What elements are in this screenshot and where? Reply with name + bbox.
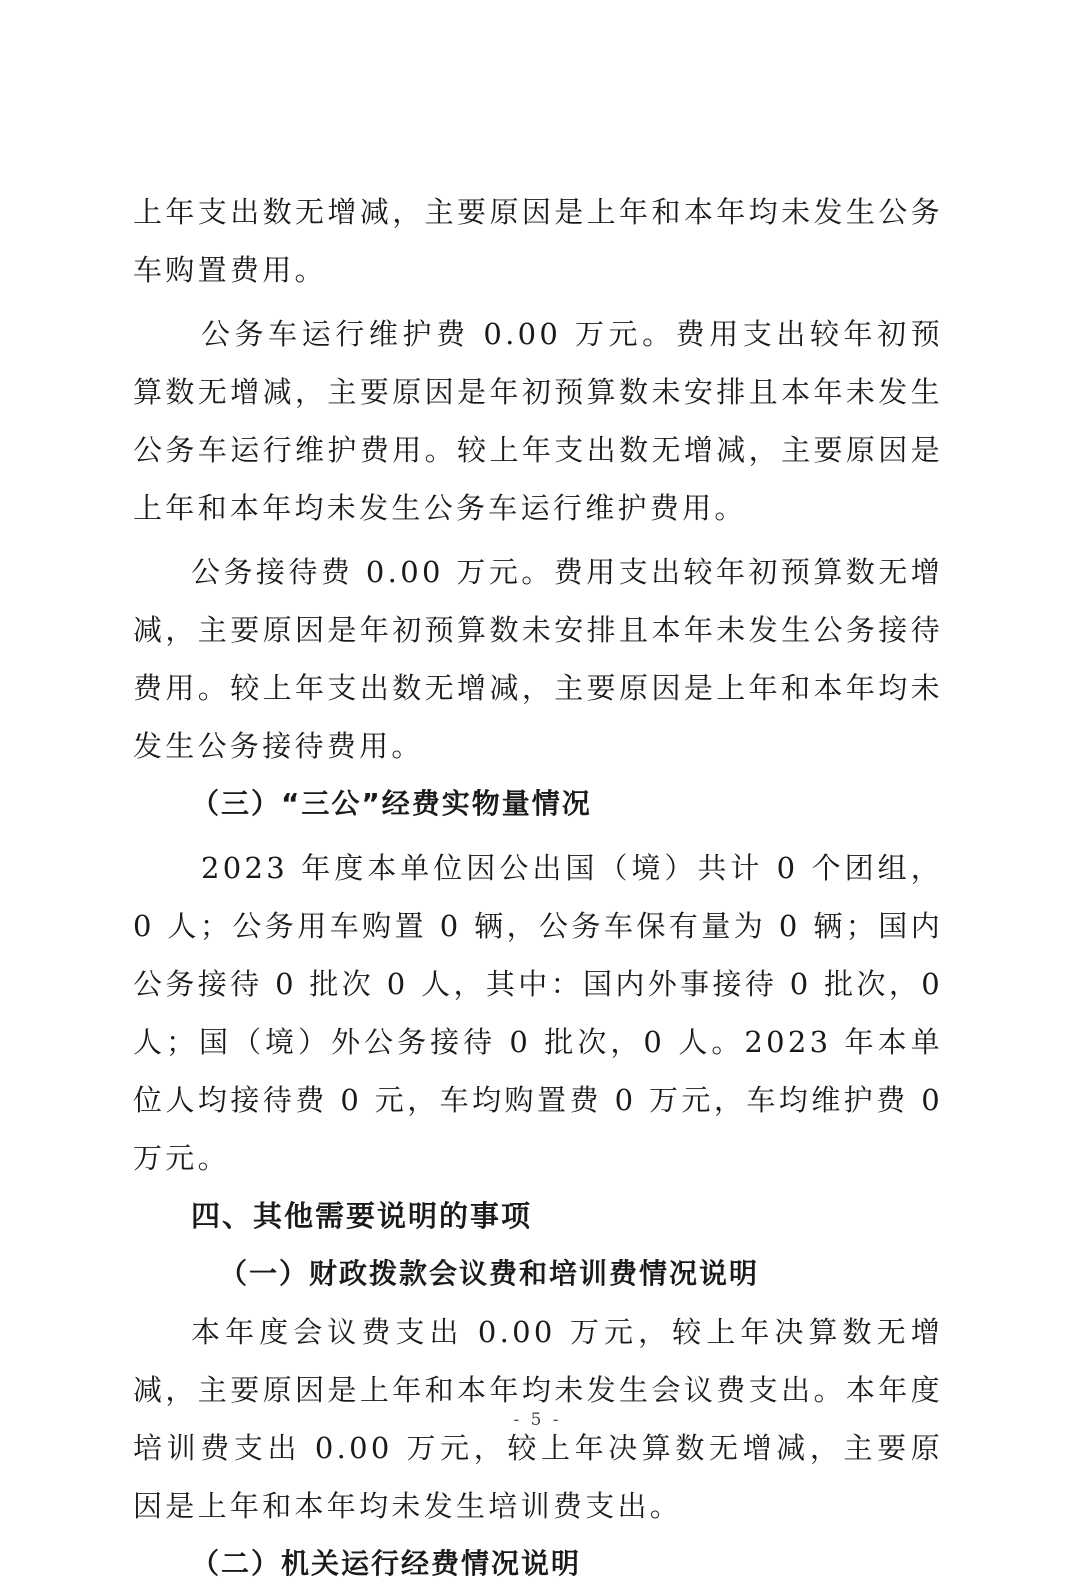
heading-sangong-physical-quantity: （三）“三公”经费实物量情况 [191, 787, 592, 820]
document-body [133, 183, 943, 1593]
paragraph-vehicle-maintenance: 公务车运行维护费 0.00 万元。费用支出较年初预算数无增减，主要原因是年初预算数未安排且本年未发生公务车运行维护费用。较上年支出数无增减，主要原因是上年和本年均未发生公务车运行维护费用。 [133, 317, 943, 525]
paragraph-meeting-training: 本年度会议费支出 0.00 万元，较上年决算数无增减，主要原因是上年和本年均未发生会议费支出。本年度培训费支出 0.00 万元，较上年决算数无增减，主要原因是上年和本年均未发生培训费支出。 [133, 1315, 943, 1523]
paragraph-vehicle-purchase-tail: 上年支出数无增减，主要原因是上年和本年均未发生公务车购置费用。 [133, 195, 943, 287]
heading-other-matters: 四、其他需要说明的事项 [191, 1199, 533, 1233]
heading-operation-expense: （二）机关运行经费情况说明 [191, 1547, 582, 1580]
paragraph-reception-expense: 公务接待费 0.00 万元。费用支出较年初预算数无增减，主要原因是年初预算数未安排且本年未发生公务接待费用。较上年支出数无增减，主要原因是上年和本年均未发生公务接待费用。 [133, 555, 943, 763]
page-number: - 5 - [513, 1410, 562, 1430]
heading-meeting-training: （一）财政拨款会议费和培训费情况说明 [219, 1257, 760, 1290]
paragraph-physical-quantity: 2023 年度本单位因公出国（境）共计 0 个团组，0 人；公务用车购置 0 辆，公务车保有量为 0 辆；国内公务接待 0 批次 0 人，其中：国内外事接待 0 批次，0 人；国（境）外公务接待 0 批次，0 人。2023 年本单位人均接待费 0 元，车均购置费 0 万元，车均维护费 0 万元。 [133, 851, 943, 1175]
